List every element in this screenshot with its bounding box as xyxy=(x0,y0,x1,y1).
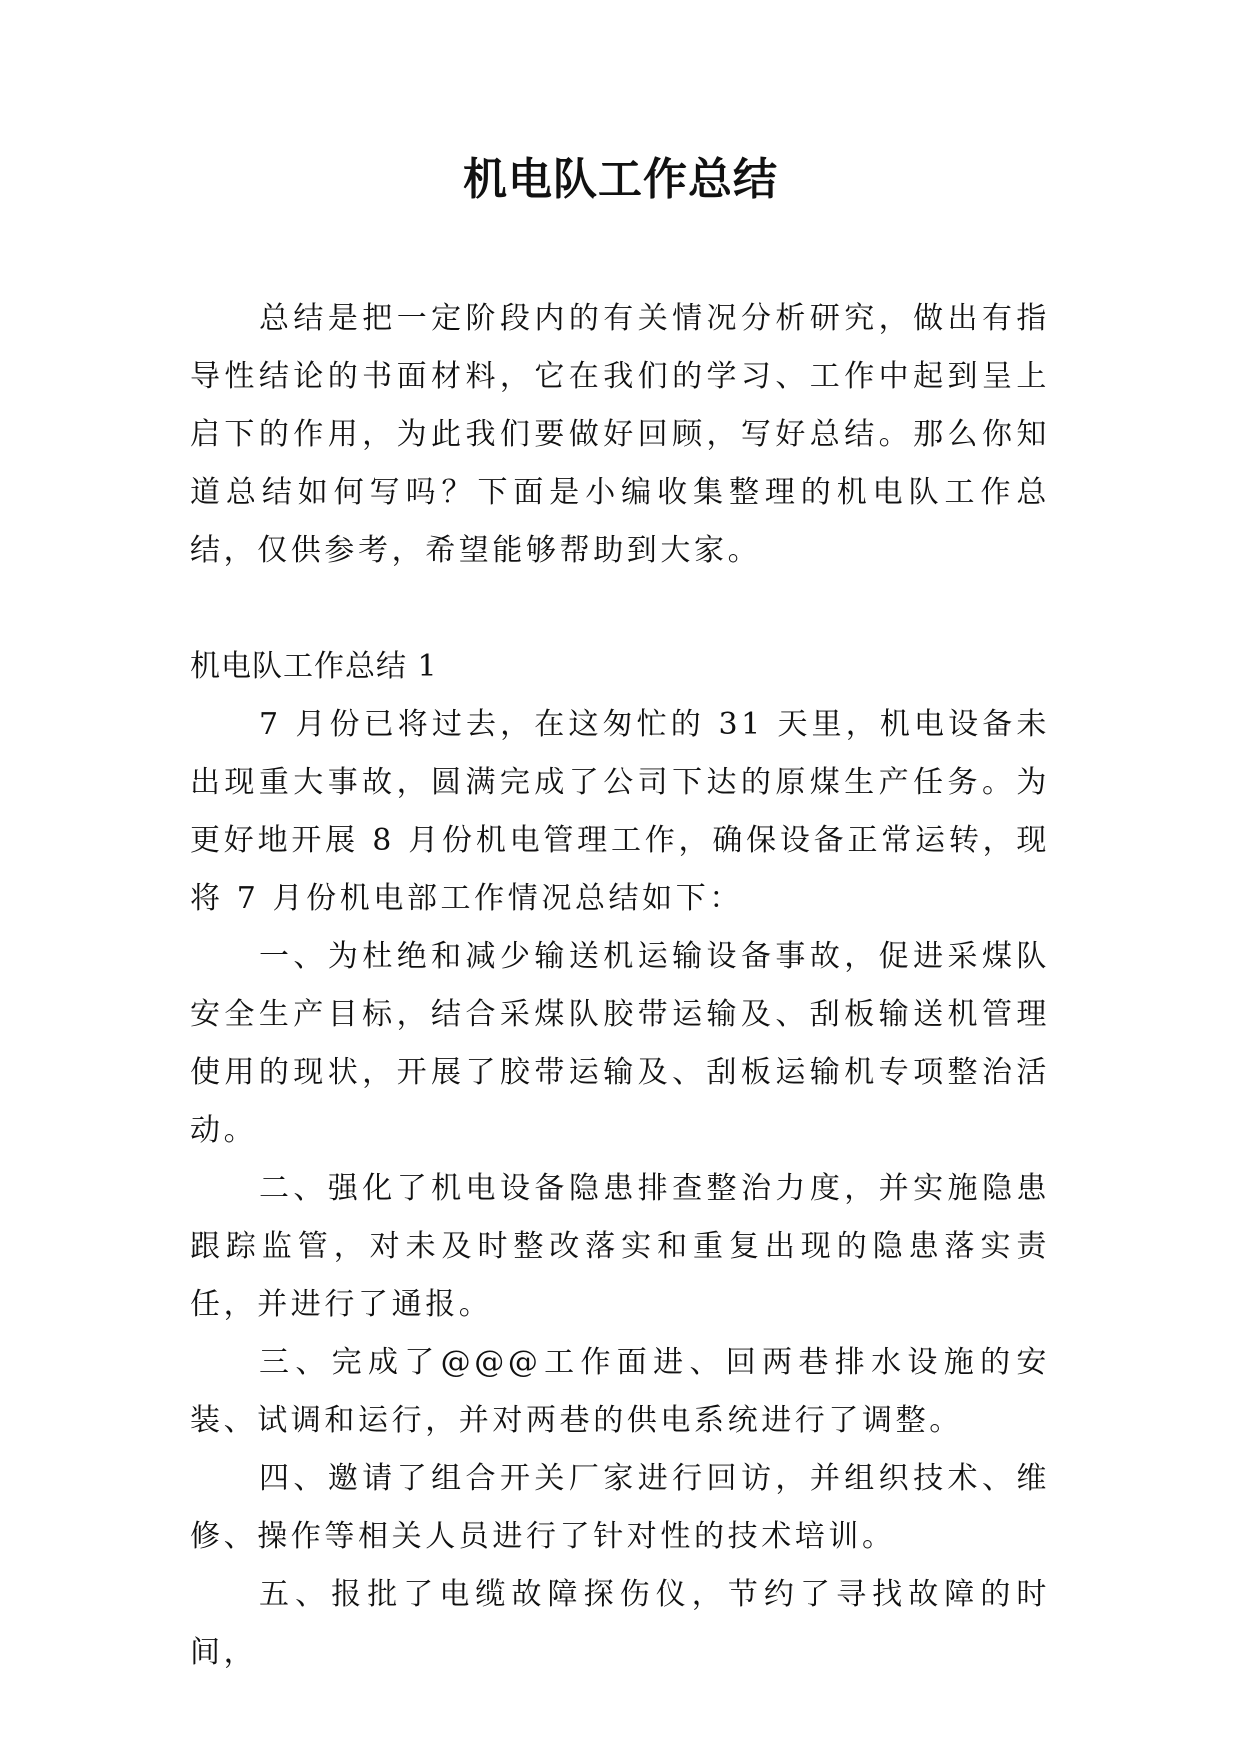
body-paragraph-5: 四、邀请了组合开关厂家进行回访，并组织技术、维修、操作等相关人员进行了针对性的技术培训。 xyxy=(190,1461,1050,1554)
document-title: 机电队工作总结 xyxy=(463,154,778,205)
paragraph-spacer xyxy=(190,580,1050,638)
body-paragraph-4: 三、完成了@@@工作面进、回两巷排水设施的安装、试调和运行，并对两巷的供电系统进行了调整。 xyxy=(190,1345,1050,1438)
body-paragraph-6: 五、报批了电缆故障探伤仪，节约了寻找故障的时间， xyxy=(190,1577,1050,1670)
intro-paragraph: 总结是把一定阶段内的有关情况分析研究，做出有指导性结论的书面材料，它在我们的学习、工作中起到呈上启下的作用，为此我们要做好回顾，写好总结。那么你知道总结如何写吗？下面是小编收集整理的机电队工作总结，仅供参考，希望能够帮助到大家。 xyxy=(190,301,1050,568)
document-body xyxy=(190,290,1050,1682)
body-paragraph-1: 7 月份已将过去，在这匆忙的 31 天里，机电设备未出现重大事故，圆满完成了公司下达的原煤生产任务。为更好地开展 8 月份机电管理工作，确保设备正常运转，现将 7 月份机电部工作情况总结如下： xyxy=(190,707,1050,916)
section-heading: 机电队工作总结 1 xyxy=(190,649,438,684)
body-paragraph-3: 二、强化了机电设备隐患排查整治力度，并实施隐患跟踪监管，对未及时整改落实和重复出现的隐患落实责任，并进行了通报。 xyxy=(190,1171,1050,1322)
body-paragraph-2: 一、为杜绝和减少输送机运输设备事故，促进采煤队安全生产目标，结合采煤队胶带运输及、刮板输送机管理使用的现状，开展了胶带运输及、刮板运输机专项整治活动。 xyxy=(190,939,1050,1148)
